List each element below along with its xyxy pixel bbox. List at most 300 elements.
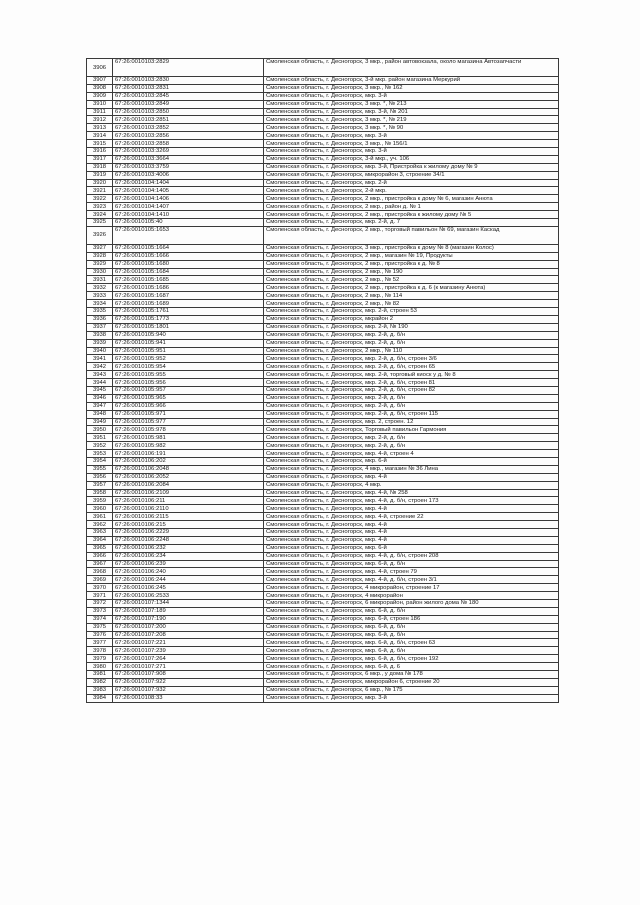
- cadastral-number-cell: 67:26:0010105:977: [113, 418, 264, 426]
- cadastral-number-cell: 67:26:0010105:966: [113, 402, 264, 410]
- cadastral-number-cell: 67:26:0010105:957: [113, 386, 264, 394]
- table-row: [87, 108, 559, 116]
- table-row: [87, 308, 559, 316]
- row-number-cell: 3915: [87, 140, 113, 148]
- table-row: [87, 426, 559, 434]
- cadastral-number-cell: 67:26:0010107:200: [113, 623, 264, 631]
- address-cell: Смоленская область, г. Десногорск, мкр. 2-й, д. б/н, строен 115: [264, 410, 559, 418]
- cadastral-number-cell: 67:26:0010105:1666: [113, 252, 264, 260]
- address-cell: Смоленская область, г. Десногорск, мкр. 4-й: [264, 505, 559, 513]
- table-row: [87, 410, 559, 418]
- row-number-cell: 3927: [87, 244, 113, 252]
- table-row: [87, 268, 559, 276]
- row-number-cell: 3944: [87, 379, 113, 387]
- row-number-cell: 3945: [87, 386, 113, 394]
- row-number-cell: 3920: [87, 179, 113, 187]
- row-number-cell: 3910: [87, 100, 113, 108]
- address-cell: Смоленская область, г. Десногорск, мкр. 2-й, д. б/н: [264, 339, 559, 347]
- cadastral-number-cell: 67:26:0010105:1664: [113, 244, 264, 252]
- address-cell: Смоленская область, г. Десногорск, мкрайон 2: [264, 315, 559, 323]
- table-row: [87, 219, 559, 227]
- row-number-cell: 3975: [87, 623, 113, 631]
- cadastral-number-cell: 67:26:0010103:2858: [113, 140, 264, 148]
- row-number-cell: 3952: [87, 442, 113, 450]
- cadastral-number-cell: 67:26:0010106:245: [113, 584, 264, 592]
- address-cell: Смоленская область, г. Десногорск, мкр. 3-й, № 201: [264, 108, 559, 116]
- table-row: [87, 226, 559, 244]
- row-number-cell: 3926: [87, 226, 113, 244]
- address-cell: Смоленская область, г. Десногорск, 3 мкр., пристройка к дому № 8 (магазин Колос): [264, 244, 559, 252]
- table-row: [87, 434, 559, 442]
- table-row: [87, 163, 559, 171]
- table-row: [87, 171, 559, 179]
- cadastral-number-cell: 67:26:0010103:2856: [113, 132, 264, 140]
- address-cell: Смоленская область, г. Десногорск, мкр. 4-й: [264, 528, 559, 536]
- table-row: [87, 631, 559, 639]
- address-cell: Смоленская область, г. Десногорск, микрорайон 3, строение 34/1: [264, 171, 559, 179]
- cadastral-number-cell: 67:26:0010105:954: [113, 363, 264, 371]
- address-cell: Смоленская область, г. Десногорск, 3-й мкр., уч. 106: [264, 155, 559, 163]
- address-cell: Смоленская область, г. Десногорск, мкр. 2, строен. 12: [264, 418, 559, 426]
- cadastral-number-cell: 67:26:0010103:2845: [113, 92, 264, 100]
- cadastral-number-cell: 67:26:0010106:202: [113, 457, 264, 465]
- row-number-cell: 3958: [87, 489, 113, 497]
- table-row: [87, 473, 559, 481]
- row-number-cell: 3908: [87, 84, 113, 92]
- table-row: [87, 536, 559, 544]
- cadastral-number-cell: 67:26:0010105:982: [113, 442, 264, 450]
- cadastral-number-cell: 67:26:0010103:3269: [113, 148, 264, 156]
- cadastral-number-cell: 67:26:0010105:978: [113, 426, 264, 434]
- table-row: [87, 521, 559, 529]
- cadastral-number-cell: 67:26:0010103:2850: [113, 108, 264, 116]
- table-row: [87, 418, 559, 426]
- address-cell: Смоленская область, г. Десногорск, 2 мкр., № 52: [264, 276, 559, 284]
- row-number-cell: 3946: [87, 394, 113, 402]
- row-number-cell: 3968: [87, 568, 113, 576]
- row-number-cell: 3942: [87, 363, 113, 371]
- address-cell: Смоленская область, г. Десногорск, 3 мкр. *, № 213: [264, 100, 559, 108]
- address-cell: Смоленская область, г. Десногорск, 6 микрорайон, район жилого дома № 180: [264, 600, 559, 608]
- table-row: [87, 465, 559, 473]
- cadastral-number-cell: 67:26:0010107:264: [113, 655, 264, 663]
- address-cell: Смоленская область, г. Десногорск, мкр. 3-й: [264, 92, 559, 100]
- table-row: [87, 402, 559, 410]
- address-cell: Смоленская область, г. Десногорск, мкр. 6-й, д. б/н, строен 63: [264, 639, 559, 647]
- cadastral-number-cell: 67:26:0010108:33: [113, 694, 264, 702]
- row-number-cell: 3919: [87, 171, 113, 179]
- cadastral-number-cell: 67:26:0010105:951: [113, 347, 264, 355]
- cadastral-number-cell: 67:26:0010105:1773: [113, 315, 264, 323]
- address-cell: Смоленская область, г. Десногорск, мкр. 2-й, д. 7: [264, 219, 559, 227]
- row-number-cell: 3935: [87, 308, 113, 316]
- row-number-cell: 3954: [87, 457, 113, 465]
- address-cell: Смоленская область, г. Десногорск, мкр. 2-й, д. б/н: [264, 402, 559, 410]
- table-row: [87, 284, 559, 292]
- table-row: [87, 489, 559, 497]
- address-cell: Смоленская область, г. Десногорск, мкр. 2-й: [264, 179, 559, 187]
- table-row: [87, 528, 559, 536]
- row-number-cell: 3977: [87, 639, 113, 647]
- row-number-cell: 3957: [87, 481, 113, 489]
- address-cell: Смоленская область, г. Десногорск, мкр. 4-й, д. б/н, строен 208: [264, 552, 559, 560]
- row-number-cell: 3922: [87, 195, 113, 203]
- cadastral-number-cell: 67:26:0010106:191: [113, 450, 264, 458]
- address-cell: Смоленская область, г. Десногорск, мкр. 6-й, д. 6: [264, 663, 559, 671]
- address-cell: Смоленская область, г. Десногорск, 3 мкр., район автовокзала, около магазина Автозапчасти: [264, 59, 559, 77]
- cadastral-number-cell: 67:26:0010107:189: [113, 607, 264, 615]
- row-number-cell: 3930: [87, 268, 113, 276]
- cadastral-number-cell: 67:26:0010105:952: [113, 355, 264, 363]
- row-number-cell: 3947: [87, 402, 113, 410]
- address-cell: Смоленская область, г. Десногорск, 2 мкр., № 110: [264, 347, 559, 355]
- row-number-cell: 3948: [87, 410, 113, 418]
- address-cell: Смоленская область, г. Десногорск, мкр. 4-й, строен 79: [264, 568, 559, 576]
- address-cell: Смоленская область, г. Десногорск, 2 мкр., пристройка к дому № 6, магазин Анюта: [264, 195, 559, 203]
- cadastral-number-cell: 67:26:0010103:2829: [113, 59, 264, 77]
- cadastral-number-cell: 67:26:0010105:981: [113, 434, 264, 442]
- address-cell: Смоленская область, г. Десногорск, мкр. 4-й: [264, 536, 559, 544]
- address-cell: Смоленская область, г. Десногорск, мкр. 6-й, д. б/н: [264, 607, 559, 615]
- cadastral-number-cell: 67:26:0010106:232: [113, 544, 264, 552]
- address-cell: Смоленская область, г. Десногорск, 3-й мкр. район магазина Меркурий: [264, 77, 559, 85]
- table-row: [87, 592, 559, 600]
- row-number-cell: 3984: [87, 694, 113, 702]
- row-number-cell: 3967: [87, 560, 113, 568]
- cadastral-number-cell: 67:26:0010105:1685: [113, 276, 264, 284]
- row-number-cell: 3981: [87, 671, 113, 679]
- table-row: [87, 363, 559, 371]
- address-cell: Смоленская область, г. Десногорск, 2 мкр., магазин № 19, Продукты: [264, 252, 559, 260]
- row-number-cell: 3928: [87, 252, 113, 260]
- address-cell: Смоленская область, г. Десногорск, мкр. 2-й, д. б/н: [264, 331, 559, 339]
- cadastral-number-cell: 67:26:0010105:40: [113, 219, 264, 227]
- table-row: [87, 663, 559, 671]
- table-row: [87, 694, 559, 702]
- table-row: [87, 600, 559, 608]
- address-cell: Смоленская область, г. Десногорск, мкр. 4-й: [264, 521, 559, 529]
- row-number-cell: 3966: [87, 552, 113, 560]
- address-cell: Смоленская область, г. Десногорск, 4 мкр.: [264, 481, 559, 489]
- row-number-cell: 3943: [87, 371, 113, 379]
- address-cell: Смоленская область, г. Десногорск, мкр. 2-й, д. б/н: [264, 442, 559, 450]
- address-cell: Смоленская область, г. Десногорск, мкр. 3-й, Пристройка к жилому дому № 9: [264, 163, 559, 171]
- cadastral-number-cell: 67:26:0010106:2052: [113, 473, 264, 481]
- cadastral-number-cell: 67:26:0010106:2109: [113, 489, 264, 497]
- row-number-cell: 3973: [87, 607, 113, 615]
- table-row: [87, 100, 559, 108]
- table-row: [87, 394, 559, 402]
- row-number-cell: 3913: [87, 124, 113, 132]
- row-number-cell: 3971: [87, 592, 113, 600]
- address-cell: Смоленская область, г. Десногорск, 4 микрорайон: [264, 592, 559, 600]
- cadastral-number-cell: 67:26:0010107:221: [113, 639, 264, 647]
- address-cell: Смоленская область, г. Десногорск, 3 мкр. *, № 90: [264, 124, 559, 132]
- cadastral-number-cell: 67:26:0010106:2248: [113, 536, 264, 544]
- row-number-cell: 3983: [87, 686, 113, 694]
- table-row: [87, 347, 559, 355]
- cadastral-number-cell: 67:26:0010106:2048: [113, 465, 264, 473]
- address-cell: Смоленская область, г. Десногорск, мкр. 6-й, д. б/н: [264, 647, 559, 655]
- table-row: [87, 639, 559, 647]
- row-number-cell: 3925: [87, 219, 113, 227]
- row-number-cell: 3906: [87, 59, 113, 77]
- row-number-cell: 3965: [87, 544, 113, 552]
- table-row: [87, 187, 559, 195]
- address-cell: Смоленская область, г. Десногорск, 2 мкр., № 82: [264, 300, 559, 308]
- row-number-cell: 3955: [87, 465, 113, 473]
- row-number-cell: 3950: [87, 426, 113, 434]
- address-cell: Смоленская область, г. Десногорск, 3 мкр., № 162: [264, 84, 559, 92]
- row-number-cell: 3978: [87, 647, 113, 655]
- table-row: [87, 457, 559, 465]
- address-cell: Смоленская область, г. Десногорск, мкр. 3-й: [264, 694, 559, 702]
- table-row: [87, 195, 559, 203]
- row-number-cell: 3929: [87, 260, 113, 268]
- cadastral-number-cell: 67:26:0010103:4006: [113, 171, 264, 179]
- row-number-cell: 3924: [87, 211, 113, 219]
- cadastral-number-cell: 67:26:0010106:240: [113, 568, 264, 576]
- row-number-cell: 3936: [87, 315, 113, 323]
- cadastral-number-cell: 67:26:0010104:1410: [113, 211, 264, 219]
- cadastral-number-cell: 67:26:0010103:2852: [113, 124, 264, 132]
- table-row: [87, 442, 559, 450]
- table-row: [87, 647, 559, 655]
- table-row: [87, 148, 559, 156]
- cadastral-number-cell: 67:26:0010106:2110: [113, 505, 264, 513]
- address-cell: Смоленская область, г. Десногорск, мкр. 2-й, д. б/н, строен 81: [264, 379, 559, 387]
- cadastral-number-cell: 67:26:0010105:1687: [113, 292, 264, 300]
- cadastral-number-cell: 67:26:0010105:1761: [113, 308, 264, 316]
- cadastral-number-cell: 67:26:0010105:965: [113, 394, 264, 402]
- address-cell: Смоленская область, г. Десногорск, мкр. 2-й, № 190: [264, 323, 559, 331]
- cadastral-number-cell: 67:26:0010106:244: [113, 576, 264, 584]
- table-row: [87, 252, 559, 260]
- row-number-cell: 3963: [87, 528, 113, 536]
- row-number-cell: 3969: [87, 576, 113, 584]
- cadastral-number-cell: 67:26:0010105:956: [113, 379, 264, 387]
- table-row: [87, 481, 559, 489]
- address-cell: Смоленская область, г. Десногорск, 2 мкр., № 114: [264, 292, 559, 300]
- address-cell: Смоленская область, г. Десногорск, 6 мкр., № 175: [264, 686, 559, 694]
- table-row: [87, 686, 559, 694]
- address-cell: Смоленская область, г. Десногорск, мкр. 6-й, д. б/н: [264, 631, 559, 639]
- cadastral-number-cell: 67:26:0010105:1684: [113, 268, 264, 276]
- row-number-cell: 3974: [87, 615, 113, 623]
- row-number-cell: 3953: [87, 450, 113, 458]
- row-number-cell: 3923: [87, 203, 113, 211]
- cadastral-number-cell: 67:26:0010107:908: [113, 671, 264, 679]
- cadastral-number-cell: 67:26:0010106:2115: [113, 513, 264, 521]
- address-cell: Смоленская область, г. Десногорск, мкр. 4-й, строение 22: [264, 513, 559, 521]
- address-cell: Смоленская область, г. Десногорск, мкр. 6-й, строен 186: [264, 615, 559, 623]
- address-cell: Смоленская область, г. Десногорск, мкр. 2-й, д. б/н: [264, 394, 559, 402]
- table-row: [87, 584, 559, 592]
- table-row: [87, 211, 559, 219]
- cadastral-number-cell: 67:26:0010105:1686: [113, 284, 264, 292]
- row-number-cell: 3940: [87, 347, 113, 355]
- table-row: [87, 386, 559, 394]
- address-cell: Смоленская область, г. Десногорск, мкр. 2-й, д. б/н: [264, 434, 559, 442]
- cadastral-number-cell: 67:26:0010106:2229: [113, 528, 264, 536]
- row-number-cell: 3972: [87, 600, 113, 608]
- row-number-cell: 3964: [87, 536, 113, 544]
- address-cell: Смоленская область, г. Десногорск, мкр. 4-й, д. б/н, строен 173: [264, 497, 559, 505]
- table-row: [87, 116, 559, 124]
- row-number-cell: 3932: [87, 284, 113, 292]
- row-number-cell: 3951: [87, 434, 113, 442]
- address-cell: Смоленская область, г. Десногорск, 2 мкр., район д. № 1: [264, 203, 559, 211]
- table-row: [87, 323, 559, 331]
- table-row: [87, 623, 559, 631]
- row-number-cell: 3912: [87, 116, 113, 124]
- row-number-cell: 3959: [87, 497, 113, 505]
- address-cell: Смоленская область, г. Десногорск, 2-й мкр.: [264, 187, 559, 195]
- table-row: [87, 552, 559, 560]
- address-cell: Смоленская область, г. Десногорск, 2 мкр., пристройка к д. № 8: [264, 260, 559, 268]
- row-number-cell: 3909: [87, 92, 113, 100]
- address-cell: Смоленская область, г. Десногорск, мкр. 6-й, д. б/н: [264, 623, 559, 631]
- table-row: [87, 179, 559, 187]
- cadastral-number-cell: 67:26:0010105:955: [113, 371, 264, 379]
- address-cell: Смоленская область, г. Десногорск, мкр. 4-й, № 258: [264, 489, 559, 497]
- address-cell: Смоленская область, г. Десногорск, 3 мкр., № 156/1: [264, 140, 559, 148]
- cadastral-number-cell: 67:26:0010106:211: [113, 497, 264, 505]
- address-cell: Смоленская область, г. Десногорск, мкр. 3-й: [264, 132, 559, 140]
- cadastral-number-cell: 67:26:0010104:1404: [113, 179, 264, 187]
- table-row: [87, 671, 559, 679]
- row-number-cell: 3931: [87, 276, 113, 284]
- table-row: [87, 544, 559, 552]
- table-row: [87, 607, 559, 615]
- table-row: [87, 655, 559, 663]
- cadastral-number-cell: 67:26:0010105:941: [113, 339, 264, 347]
- cadastral-number-cell: 67:26:0010106:2533: [113, 592, 264, 600]
- table-row: [87, 276, 559, 284]
- cadastral-number-cell: 67:26:0010105:1680: [113, 260, 264, 268]
- table-row: [87, 203, 559, 211]
- address-cell: Смоленская область, г. Десногорск, мкр. 4-й, д. б/н, строен 3/1: [264, 576, 559, 584]
- row-number-cell: 3939: [87, 339, 113, 347]
- table-row: [87, 124, 559, 132]
- cadastral-number-cell: 67:26:0010103:3664: [113, 155, 264, 163]
- table-row: [87, 505, 559, 513]
- table-row: [87, 450, 559, 458]
- table-row: [87, 331, 559, 339]
- cadastral-number-cell: 67:26:0010107:1344: [113, 600, 264, 608]
- address-cell: Смоленская область, г. Десногорск, Торговый павильон Гармония: [264, 426, 559, 434]
- address-cell: Смоленская область, г. Десногорск, мкр. 2-й, д. б/н, строен 82: [264, 386, 559, 394]
- cadastral-number-cell: 67:26:0010105:971: [113, 410, 264, 418]
- cadastral-number-cell: 67:26:0010107:922: [113, 678, 264, 686]
- address-cell: Смоленская область, г. Десногорск, 2 мкр., № 190: [264, 268, 559, 276]
- table-row: [87, 244, 559, 252]
- table-row: [87, 615, 559, 623]
- address-cell: Смоленская область, г. Десногорск, 2 мкр., пристройка к жилому дому № 5: [264, 211, 559, 219]
- row-number-cell: 3980: [87, 663, 113, 671]
- address-cell: Смоленская область, г. Десногорск, 2 мкр., торговый павильон № 69, магазин Каскад: [264, 226, 559, 244]
- table-row: [87, 560, 559, 568]
- table-row: [87, 513, 559, 521]
- cadastral-number-cell: 67:26:0010107:208: [113, 631, 264, 639]
- cadastral-number-cell: 67:26:0010105:940: [113, 331, 264, 339]
- table-row: [87, 315, 559, 323]
- table-row: [87, 155, 559, 163]
- row-number-cell: 3916: [87, 148, 113, 156]
- row-number-cell: 3956: [87, 473, 113, 481]
- row-number-cell: 3941: [87, 355, 113, 363]
- table-row: [87, 92, 559, 100]
- cadastral-number-cell: 67:26:0010106:239: [113, 560, 264, 568]
- table-row: [87, 260, 559, 268]
- row-number-cell: 3911: [87, 108, 113, 116]
- cadastral-number-cell: 67:26:0010103:3759: [113, 163, 264, 171]
- cadastral-number-cell: 67:26:0010107:932: [113, 686, 264, 694]
- table-row: [87, 300, 559, 308]
- cadastral-number-cell: 67:26:0010103:2831: [113, 84, 264, 92]
- row-number-cell: 3979: [87, 655, 113, 663]
- address-cell: Смоленская область, г. Десногорск, мкр. 4-й: [264, 473, 559, 481]
- row-number-cell: 3918: [87, 163, 113, 171]
- table-row: [87, 371, 559, 379]
- row-number-cell: 3970: [87, 584, 113, 592]
- cadastral-number-cell: 67:26:0010105:1801: [113, 323, 264, 331]
- table-row: [87, 568, 559, 576]
- address-cell: Смоленская область, г. Десногорск, мкр. 2-й, д. б/н, строен 3/6: [264, 355, 559, 363]
- table-row: [87, 140, 559, 148]
- cadastral-number-cell: 67:26:0010106:2084: [113, 481, 264, 489]
- cadastral-number-cell: 67:26:0010106:215: [113, 521, 264, 529]
- address-cell: Смоленская область, г. Десногорск, 6 мкр., у дома № 178: [264, 671, 559, 679]
- registry-table-body: [87, 59, 559, 703]
- table-row: [87, 132, 559, 140]
- cadastral-number-cell: 67:26:0010104:1405: [113, 187, 264, 195]
- table-row: [87, 576, 559, 584]
- table-row: [87, 292, 559, 300]
- cadastral-number-cell: 67:26:0010103:2849: [113, 100, 264, 108]
- row-number-cell: 3982: [87, 678, 113, 686]
- row-number-cell: 3960: [87, 505, 113, 513]
- row-number-cell: 3933: [87, 292, 113, 300]
- table-row: [87, 678, 559, 686]
- row-number-cell: 3914: [87, 132, 113, 140]
- address-cell: Смоленская область, г. Десногорск, мкр. 2-й, торговый киоск у д. № 8: [264, 371, 559, 379]
- row-number-cell: 3934: [87, 300, 113, 308]
- cadastral-number-cell: 67:26:0010103:2851: [113, 116, 264, 124]
- row-number-cell: 3921: [87, 187, 113, 195]
- table-row: [87, 497, 559, 505]
- row-number-cell: 3962: [87, 521, 113, 529]
- cadastral-number-cell: 67:26:0010105:1653: [113, 226, 264, 244]
- address-cell: Смоленская область, г. Десногорск, мкр. 6-й: [264, 457, 559, 465]
- cadastral-number-cell: 67:26:0010103:2830: [113, 77, 264, 85]
- cadastral-number-cell: 67:26:0010106:234: [113, 552, 264, 560]
- table-row: [87, 355, 559, 363]
- cadastral-number-cell: 67:26:0010104:1406: [113, 195, 264, 203]
- address-cell: Смоленская область, г. Десногорск, микрорайон 6, строение 20: [264, 678, 559, 686]
- address-cell: Смоленская область, г. Десногорск, мкр. 2-й, строен 53: [264, 308, 559, 316]
- row-number-cell: 3961: [87, 513, 113, 521]
- table-row: [87, 77, 559, 85]
- table-row: [87, 379, 559, 387]
- row-number-cell: 3917: [87, 155, 113, 163]
- cadastral-number-cell: 67:26:0010105:1689: [113, 300, 264, 308]
- address-cell: Смоленская область, г. Десногорск, 4 мкр., магазин № 36 Лина: [264, 465, 559, 473]
- address-cell: Смоленская область, г. Десногорск, мкр. 2-й, д. б/н, строен 65: [264, 363, 559, 371]
- table-row: [87, 84, 559, 92]
- row-number-cell: 3976: [87, 631, 113, 639]
- address-cell: Смоленская область, г. Десногорск, 2 мкр., пристройка к д. 6 (к магазину Анюта): [264, 284, 559, 292]
